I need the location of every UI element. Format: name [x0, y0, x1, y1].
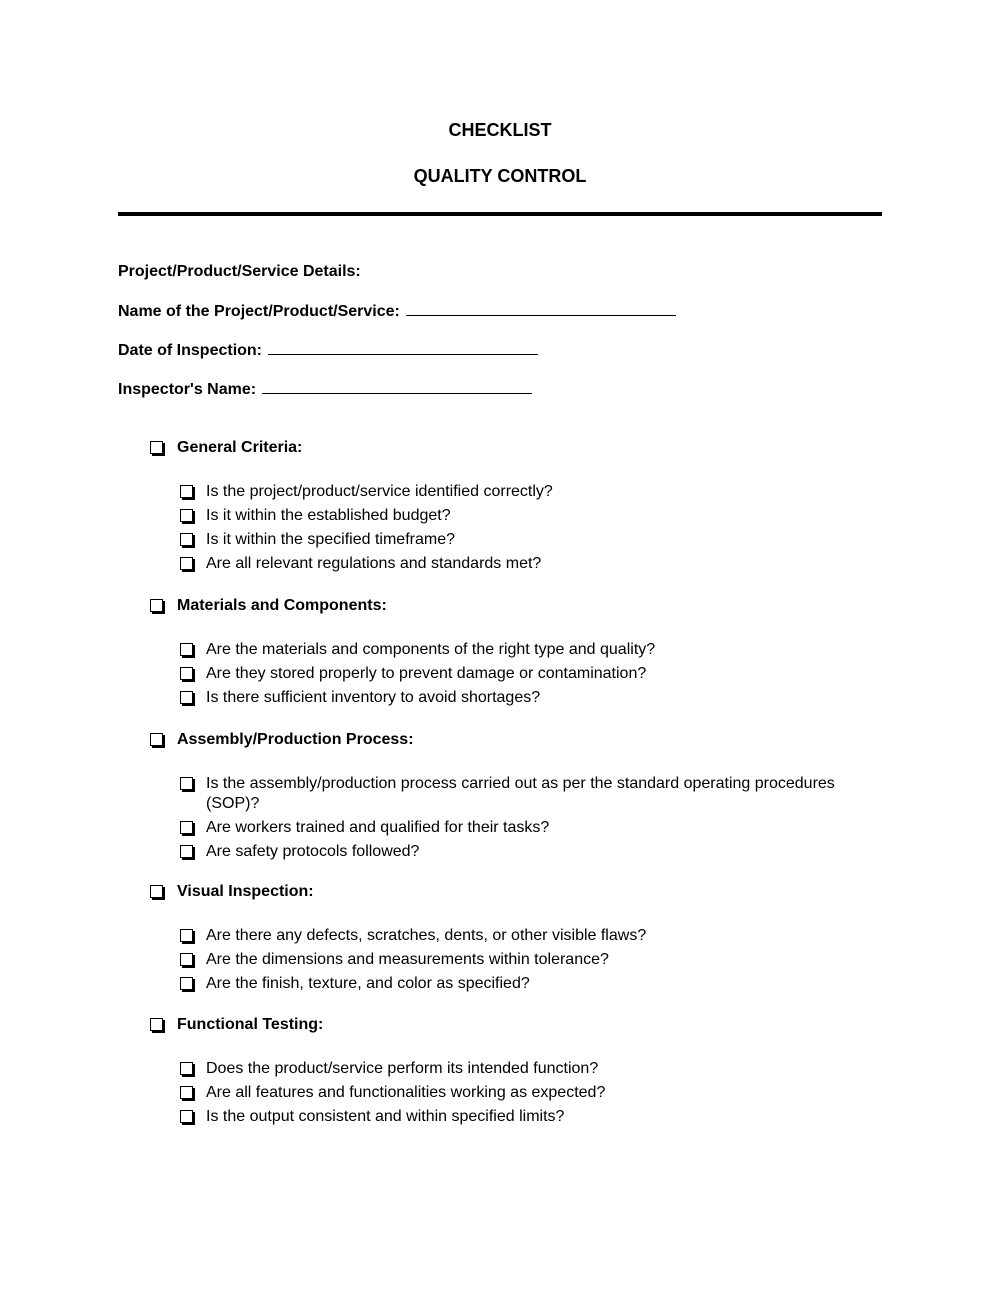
item-checkbox-icon[interactable] — [180, 777, 193, 790]
item-text: Are safety protocols followed? — [206, 843, 420, 860]
details-heading: Project/Product/Service Details: — [118, 263, 361, 280]
inspection-date-label: Date of Inspection: — [118, 342, 263, 359]
section-checkbox-icon[interactable] — [150, 599, 163, 612]
project-name-row — [118, 300, 676, 322]
checklist-item — [150, 1107, 846, 1127]
item-checkbox-icon[interactable] — [180, 953, 193, 966]
item-text: Are they stored properly to prevent damage or contamination? — [206, 665, 647, 682]
checklist-item — [150, 640, 846, 660]
checklist-item — [150, 974, 846, 994]
checklist-item — [150, 1059, 846, 1079]
header-divider — [118, 212, 882, 216]
checklist-item — [150, 818, 846, 838]
checklist-item — [150, 774, 846, 814]
section-functional-testing — [150, 1015, 890, 1125]
section-checkbox-icon[interactable] — [150, 733, 163, 746]
checklist-item — [150, 1083, 846, 1103]
checklist-items — [150, 482, 890, 574]
section-materials-components — [150, 596, 890, 706]
item-text: Are workers trained and qualified for their tasks? — [206, 819, 550, 836]
item-checkbox-icon[interactable] — [180, 643, 193, 656]
section-checkbox-icon[interactable] — [150, 441, 163, 454]
checklist-item — [150, 506, 846, 526]
inspection-date-row — [118, 339, 538, 361]
document-subtitle: QUALITY CONTROL — [413, 166, 587, 186]
section-checkbox-icon[interactable] — [150, 1018, 163, 1031]
item-text: Is the project/product/service identified correctly? — [206, 483, 553, 500]
checklist-item — [150, 842, 846, 862]
checklist-items — [150, 1059, 890, 1127]
checklist-item — [150, 482, 846, 502]
item-checkbox-icon[interactable] — [180, 1062, 193, 1075]
section-header — [150, 596, 890, 618]
section-general-criteria — [150, 438, 890, 572]
checklist-item — [150, 950, 846, 970]
item-text: Is the output consistent and within specified limits? — [206, 1108, 565, 1125]
item-checkbox-icon[interactable] — [180, 509, 193, 522]
section-label: Visual Inspection: — [177, 883, 314, 900]
item-checkbox-icon[interactable] — [180, 533, 193, 546]
section-label: Functional Testing: — [177, 1016, 324, 1033]
checklist-item — [150, 688, 846, 708]
item-text: Are all relevant regulations and standards met? — [206, 555, 542, 572]
item-text: Are all features and functionalities working as expected? — [206, 1084, 606, 1101]
inspector-name-label: Inspector's Name: — [118, 381, 257, 398]
inspector-name-row — [118, 378, 532, 400]
item-text: Are the finish, texture, and color as specified? — [206, 975, 530, 992]
item-checkbox-icon[interactable] — [180, 557, 193, 570]
item-checkbox-icon[interactable] — [180, 977, 193, 990]
item-text: Is there sufficient inventory to avoid shortages? — [206, 689, 541, 706]
checklist-items — [150, 926, 890, 994]
section-header — [150, 1015, 890, 1037]
item-text: Is it within the specified timeframe? — [206, 531, 455, 548]
checklist-items — [150, 774, 890, 862]
item-text: Are the materials and components of the right type and quality? — [206, 641, 656, 658]
item-checkbox-icon[interactable] — [180, 667, 193, 680]
section-assembly-production — [150, 730, 890, 860]
inspection-date-field[interactable] — [268, 339, 538, 355]
project-name-label: Name of the Project/Product/Service: — [118, 303, 400, 320]
item-text: Does the product/service perform its intended function? — [206, 1060, 599, 1077]
item-checkbox-icon[interactable] — [180, 691, 193, 704]
checklist-items — [150, 640, 890, 708]
section-checkbox-icon[interactable] — [150, 885, 163, 898]
item-text: Is the assembly/production process carried out as per the standard operating procedures (SOP)? — [206, 775, 835, 812]
item-checkbox-icon[interactable] — [180, 929, 193, 942]
section-visual-inspection — [150, 882, 890, 992]
section-header — [150, 438, 890, 460]
section-label: Assembly/Production Process: — [177, 731, 414, 748]
project-name-field[interactable] — [406, 300, 676, 316]
checklist-item — [150, 926, 846, 946]
item-checkbox-icon[interactable] — [180, 1086, 193, 1099]
item-checkbox-icon[interactable] — [180, 485, 193, 498]
item-text: Are the dimensions and measurements within tolerance? — [206, 951, 609, 968]
item-checkbox-icon[interactable] — [180, 1110, 193, 1123]
checklist-item — [150, 554, 846, 574]
section-header — [150, 730, 890, 752]
document-title: CHECKLIST — [448, 120, 552, 140]
checklist-item — [150, 530, 846, 550]
inspector-name-field[interactable] — [262, 378, 532, 394]
checklist-item — [150, 664, 846, 684]
section-label: Materials and Components: — [177, 597, 387, 614]
section-header — [150, 882, 890, 904]
section-label: General Criteria: — [177, 439, 303, 456]
item-text: Is it within the established budget? — [206, 507, 451, 524]
item-checkbox-icon[interactable] — [180, 845, 193, 858]
item-text: Are there any defects, scratches, dents, or other visible flaws? — [206, 927, 647, 944]
item-checkbox-icon[interactable] — [180, 821, 193, 834]
